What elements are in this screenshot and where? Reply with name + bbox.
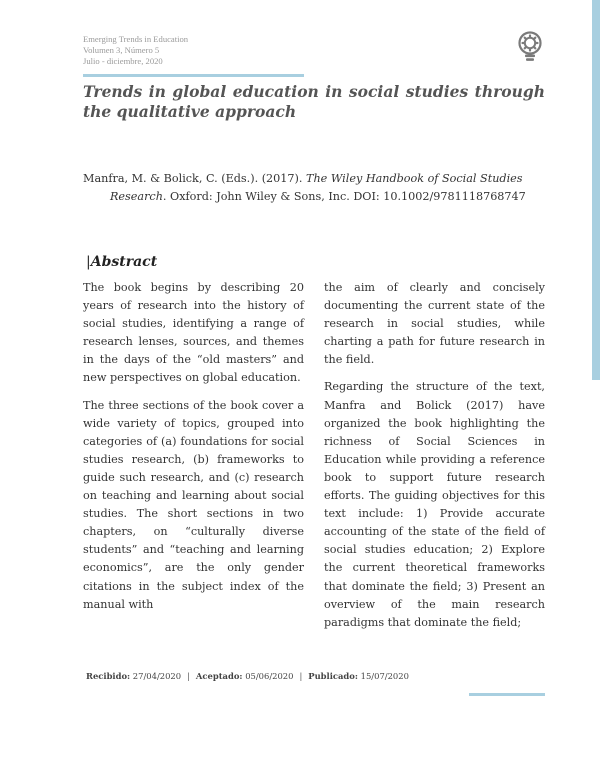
journal-name: Emerging Trends in Education (83, 34, 189, 44)
review-title: Trends in global education in social studies through the qualitative approach (83, 82, 545, 121)
journal-volume: Volumen 3, Número 5 (83, 45, 160, 55)
right-edge-accent-bar (592, 0, 600, 380)
abstract-heading (86, 252, 157, 272)
received-date: 27/04/2020 (130, 671, 182, 681)
abstract-paragraph: The book begins by describing 20 years of research into the history of social studies, identifying a range of research lenses, sources, and themes in the days of the “old masters” and new perspectives on global education. (83, 281, 304, 385)
accepted-date: 05/06/2020 (242, 671, 294, 681)
abstract-paragraph: The three sections of the book cover a wide variety of topics, grouped into categories of (a) foundations for social studies research, (b) frameworks to guide such research, and (c) research on teaching and learning about social studies. The short sections in two chapters, on “culturally diverse students” and “teaching and learning economics”, are the only gender citations in the subject index of the manual with (83, 398, 304, 611)
published-label: Publicado: (308, 671, 358, 681)
journal-header (83, 34, 188, 67)
abstract-right-column (324, 279, 545, 641)
book-citation (83, 170, 545, 206)
footer-separator: | (299, 671, 303, 681)
submission-dates (86, 670, 409, 682)
lightbulb-gear-icon (516, 31, 544, 63)
abstract-heading-bar: | (86, 254, 91, 270)
published-date: 15/07/2020 (357, 671, 409, 681)
abstract-left-column (83, 279, 304, 623)
citation-book-title-cont: Research (110, 190, 163, 203)
citation-publisher-doi: . Oxford: John Wiley & Sons, Inc. DOI: 10.1002/9781118768747 (162, 190, 526, 203)
received-label: Recibido: (86, 671, 131, 681)
citation-authors: Manfra, M. & Bolick, C. (Eds.). (2017). (83, 172, 307, 185)
abstract-heading-text: Abstract (90, 254, 158, 270)
footer-separator: | (187, 671, 190, 681)
citation-book-title: The Wiley Handbook of Social Studies (306, 172, 523, 185)
header-accent-rule (83, 74, 304, 77)
abstract-paragraph: the aim of clearly and concisely documenting the current state of the research in social studies, while charting a path for future research in the field. (324, 281, 545, 367)
abstract-paragraph: Regarding the structure of the text, Manfra and Bolick (2017) have organized the book highlighting the richness of Social Sciences in Education while providing a reference book to support future research efforts. The guiding objectives for this text include: 1) Provide accurate accounting of the state of the field of social studies education; 2) Explore the current theoretical frameworks that dominate the field; 3) Present an overview of the main research paradigms that dominate the field; (324, 380, 545, 629)
footer-accent-rule (469, 693, 545, 696)
accepted-label: Aceptado: (195, 671, 243, 681)
journal-period: Julio - diciembre, 2020 (83, 56, 163, 66)
